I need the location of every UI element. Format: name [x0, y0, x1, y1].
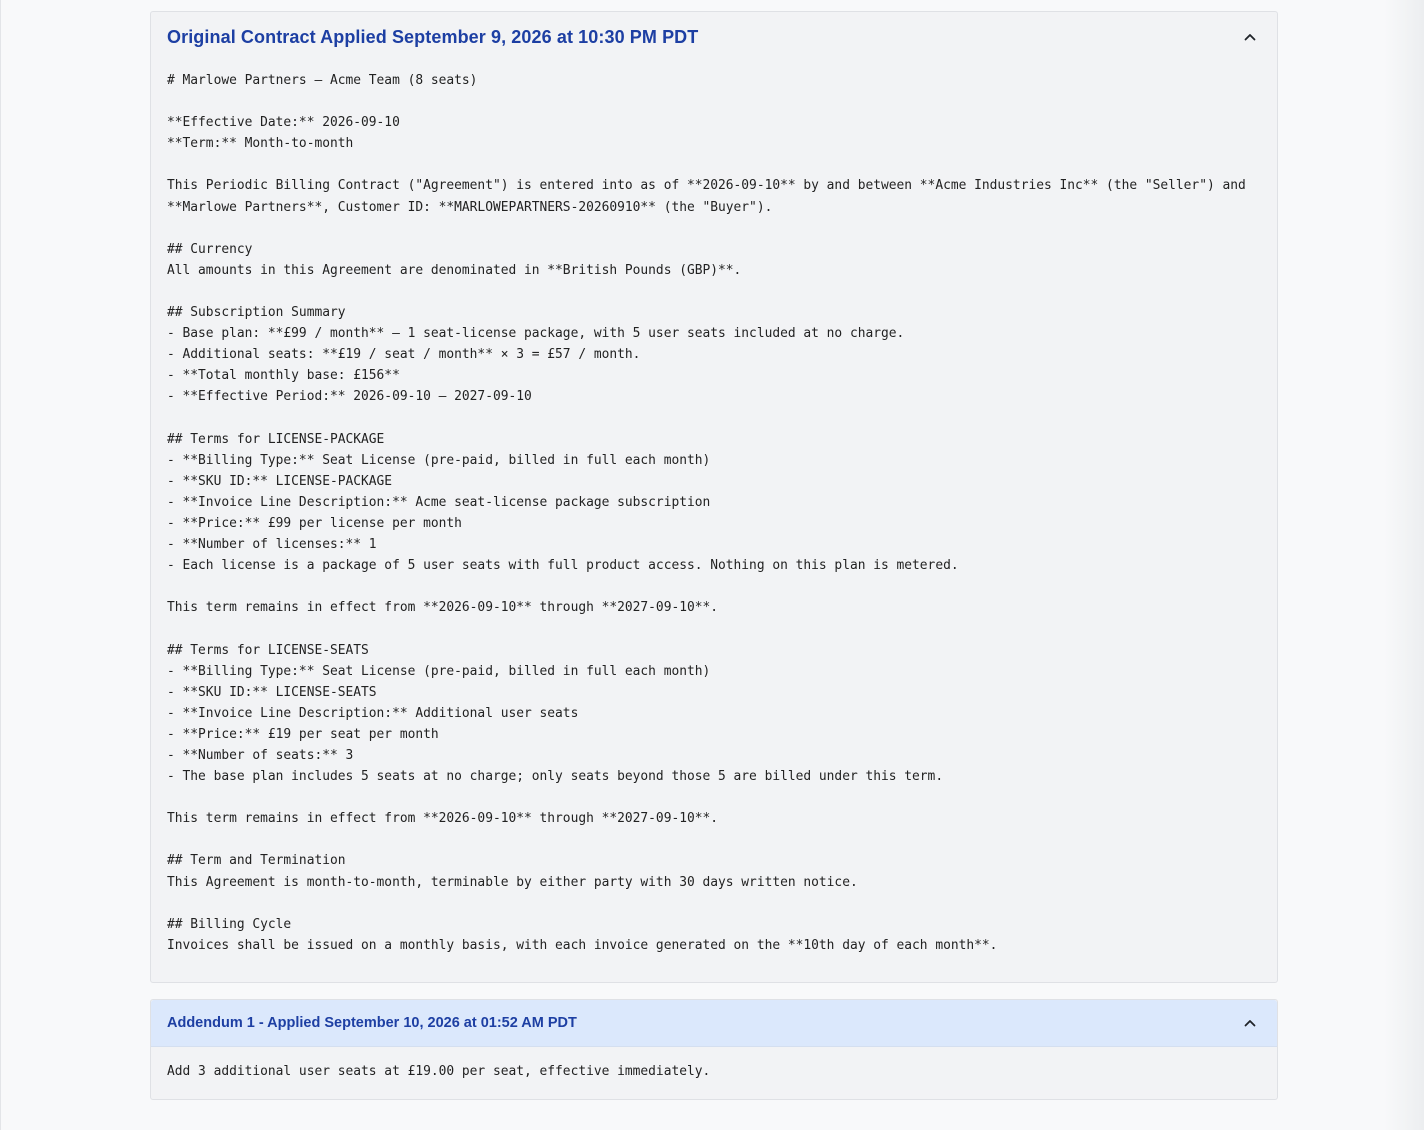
contract-blank-line [167, 408, 1261, 429]
contract-line: All amounts in this Agreement are denominated in **British Pounds (GBP)**. [167, 262, 742, 278]
addendum-panel [150, 999, 1278, 1100]
contract-line: - **Effective Period:** 2026-09-10 – 2027-09-10 [167, 389, 532, 405]
contract-line: This term remains in effect from **2026-09-10** through **2027-09-10**. [167, 811, 719, 827]
contract-line: - **Billing Type:** Seat License (pre-paid, billed in full each month) [167, 663, 711, 679]
contract-line: - **Billing Type:** Seat License (pre-paid, billed in full each month) [167, 452, 711, 468]
contract-line: - **Invoice Line Description:** Acme seat-license package subscription [167, 494, 711, 510]
contract-blank-line [167, 787, 1261, 808]
contract-line: ## Terms for LICENSE-PACKAGE [167, 431, 385, 447]
contract-blank-line [167, 91, 1261, 112]
contract-line: - **SKU ID:** LICENSE-PACKAGE [167, 473, 393, 489]
contract-line: ## Terms for LICENSE-SEATS [167, 642, 369, 658]
contract-line: ## Currency [167, 241, 253, 257]
contract-blank-line [167, 829, 1261, 850]
contract-line: This term remains in effect from **2026-09-10** through **2027-09-10**. [167, 600, 719, 616]
contract-line: Invoices shall be issued on a monthly basis, with each invoice generated on the **10th day of each month**. [167, 937, 998, 953]
contract-line: ## Billing Cycle [167, 916, 292, 932]
original-contract-title: Original Contract Applied September 9, 2026 at 10:30 PM PDT [167, 26, 699, 47]
contract-blank-line [167, 576, 1261, 597]
addendum-text: Add 3 additional user seats at £19.00 per seat, effective immediately. [167, 1064, 711, 1079]
contract-blank-line [167, 154, 1261, 175]
chevron-up-icon[interactable] [1243, 1016, 1257, 1030]
contract-line: - Additional seats: **£19 / seat / month** × 3 = £57 / month. [167, 347, 641, 363]
contract-line: This Agreement is month-to-month, terminable by either party with 30 days written notice. [167, 874, 858, 890]
contract-text [151, 62, 1277, 956]
contract-blank-line [167, 893, 1261, 914]
contract-line: **Marlowe Partners**, Customer ID: **MARLOWEPARTNERS-20260910** (the "Buyer"). [167, 199, 773, 215]
original-contract-header[interactable] [151, 12, 1277, 62]
original-contract-panel [150, 11, 1278, 983]
contract-line: - **Number of seats:** 3 [167, 748, 354, 763]
chevron-up-icon[interactable] [1243, 30, 1257, 44]
contract-line: - **Price:** £99 per license per month [167, 515, 462, 531]
contract-line: - **Invoice Line Description:** Additional user seats [167, 705, 579, 721]
scroll-shadow [1384, 0, 1424, 1130]
contract-line: **Effective Date:** 2026-09-10 [167, 115, 400, 131]
contract-blank-line [167, 218, 1261, 239]
contract-line: - **Number of licenses:** 1 [167, 537, 377, 553]
contract-line: ## Term and Termination [167, 853, 346, 869]
contract-line: **Term:** Month-to-month [167, 136, 354, 152]
addendum-header[interactable] [151, 1000, 1277, 1047]
contract-line: # Marlowe Partners — Acme Team (8 seats) [167, 73, 478, 88]
contract-line: - **Price:** £19 per seat per month [167, 726, 439, 742]
contract-blank-line [167, 618, 1261, 639]
contract-line: ## Subscription Summary [167, 305, 346, 321]
contract-line: - **SKU ID:** LICENSE-SEATS [167, 684, 377, 700]
contract-line: - Base plan: **£99 / month** — 1 seat-license package, with 5 user seats included at no charge. [167, 326, 905, 342]
contract-blank-line [167, 281, 1261, 302]
contract-line: - The base plan includes 5 seats at no charge; only seats beyond those 5 are billed under this term. [167, 769, 944, 785]
contract-line: - Each license is a package of 5 user seats with full product access. Nothing on this plan is metered. [167, 558, 959, 574]
addendum-title: Addendum 1 - Applied September 10, 2026 at 01:52 AM PDT [167, 1015, 577, 1031]
contract-line: This Periodic Billing Contract ("Agreement") is entered into as of **2026-09-10** by and between **Acme Industries Inc** (the "Seller") and [167, 178, 1246, 194]
contract-line: - **Total monthly base: £156** [167, 368, 400, 384]
